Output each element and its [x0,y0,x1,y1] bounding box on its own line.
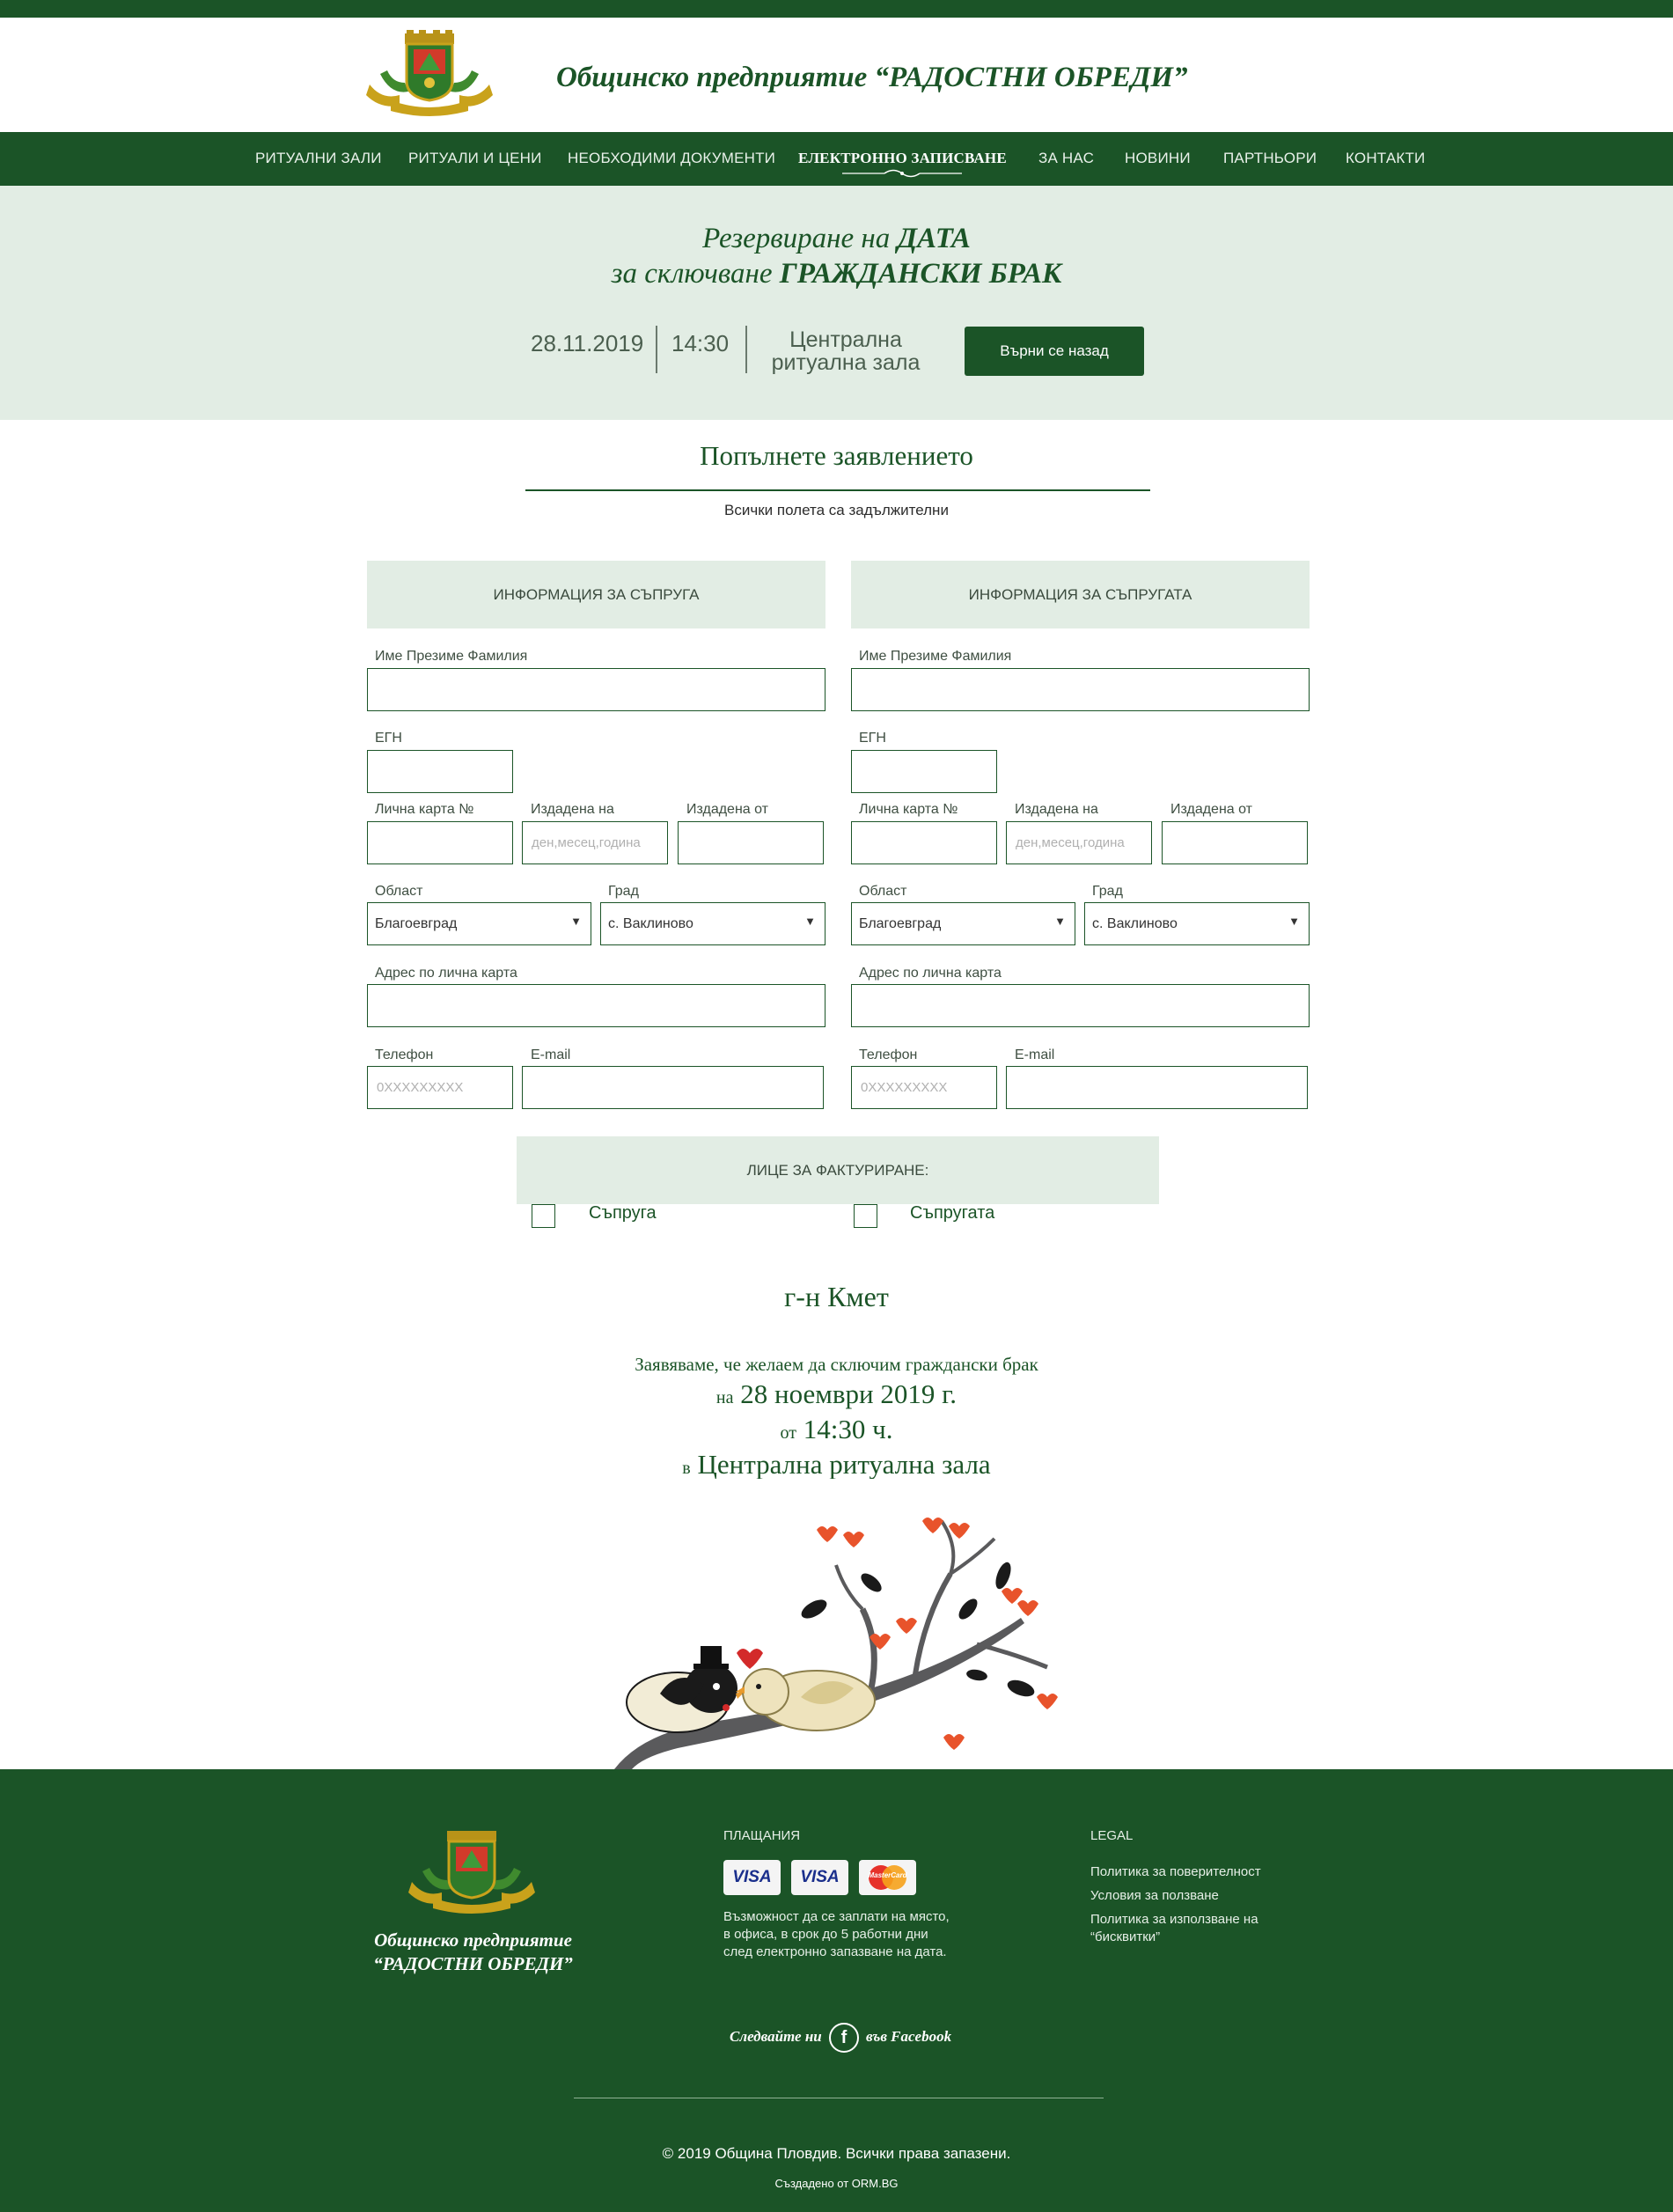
groom-id-input[interactable] [367,821,513,864]
follow-facebook-text[interactable]: във Facebook [866,2028,952,2045]
bride-region-label: Област [859,884,907,899]
bride-address-label: Адрес по лична карта [859,966,1002,981]
groom-email-input[interactable] [522,1066,824,1109]
groom-issued-by-label: Издадена от [686,802,769,817]
groom-section-heading: ИНФОРМАЦИЯ ЗА СЪПРУГА [367,561,825,628]
bride-city-label: Град [1092,884,1123,899]
booking-time: 14:30 [671,330,730,356]
form-title: Попълнете заявлението [700,440,973,471]
bride-email-label: E-mail [1015,1047,1055,1062]
visa-electron-card-icon: VISA [791,1860,848,1895]
divider [656,326,657,373]
groom-region-select[interactable] [367,902,591,945]
declaration-hall: в Централна ритуална зала [682,1449,991,1479]
visa-card-icon: VISA [723,1860,781,1895]
groom-phone-label: Телефон [375,1047,434,1062]
bride-issued-by-input[interactable] [1162,821,1308,864]
bride-address-input[interactable] [851,984,1310,1027]
main-nav [0,132,1673,186]
bride-email-input[interactable] [1006,1066,1308,1109]
booking-summary [0,186,1673,420]
declaration-salutation: г-н Кмет [784,1281,889,1312]
nav-item-contacts[interactable]: КОНТАКТИ [1346,150,1426,166]
groom-city-value: с. Ваклиново [608,916,693,931]
groom-email-label: E-mail [531,1047,571,1062]
declaration-date: на 28 ноември 2019 г. [715,1378,958,1409]
site-title[interactable]: Общинско предприятие “РАДОСТНИ ОБРЕДИ” [556,62,1188,93]
caret-down-icon: ▼ [1288,915,1300,928]
billing-bride-label[interactable]: Съпругата [910,1203,995,1223]
bride-id-label: Лична карта № [859,802,958,817]
divider [525,489,1150,491]
facebook-icon[interactable]: f [829,2023,859,2053]
copyright: © 2019 Община Пловдив. Всички права запазени. [662,2145,1011,2162]
billing-groom-checkbox[interactable] [532,1204,555,1228]
love-birds-illustration [607,1512,1065,1769]
caret-down-icon: ▼ [570,915,582,928]
caret-down-icon: ▼ [1054,915,1066,928]
nav-item-rituals-prices[interactable]: РИТУАЛИ И ЦЕНИ [408,150,542,166]
bride-city-select[interactable] [1084,902,1310,945]
groom-egn-label: ЕГН [375,731,402,746]
bride-city-value: с. Ваклиново [1092,916,1178,931]
groom-issued-on-label: Издадена на [531,802,614,817]
payments-heading: ПЛАЩАНИЯ [723,1828,801,1843]
bride-issued-on-label: Издадена на [1015,802,1098,817]
legal-link-cookies[interactable]: Политика за използване на “бисквитки” [1090,1912,1258,1944]
groom-region-label: Област [375,884,423,899]
mastercard-icon: MasterCard [859,1860,916,1895]
nav-item-news[interactable]: НОВИНИ [1125,150,1191,166]
groom-issued-on-input[interactable] [522,821,668,864]
declaration-statement: Заявяваме, че желаем да сключим граждански брак [635,1354,1038,1375]
active-nav-ornament [840,167,964,180]
billing-bride-checkbox[interactable] [854,1204,877,1228]
bride-name-label: Име Презиме Фамилия [859,649,1012,664]
nav-item-about[interactable]: ЗА НАС [1038,150,1095,166]
nav-item-partners[interactable]: ПАРТНЬОРИ [1223,150,1317,166]
legal-heading: LEGAL [1090,1828,1134,1843]
payments-text: Възможност да се заплати на място, в офиса, в срок до 5 работни дни след електронно запазване на дата. [723,1909,950,1959]
declaration-time: от 14:30 ч. [780,1414,893,1444]
groom-city-label: Град [608,884,639,899]
back-button[interactable]: Върни се назад [965,327,1144,376]
bride-issued-by-label: Издадена от [1170,802,1253,817]
nav-item-ritual-halls[interactable]: РИТУАЛНИ ЗАЛИ [255,150,382,166]
bride-region-select[interactable] [851,902,1075,945]
groom-issued-by-input[interactable] [678,821,824,864]
groom-id-label: Лична карта № [375,802,474,817]
bride-egn-input[interactable] [851,750,997,793]
divider [745,326,747,373]
groom-egn-input[interactable] [367,750,513,793]
groom-name-input[interactable] [367,668,825,711]
hero-heading-line2: за сключване ГРАЖДАНСКИ БРАК [611,258,1062,290]
groom-name-label: Име Презиме Фамилия [375,649,528,664]
billing-heading: ЛИЦЕ ЗА ФАКТУРИРАНЕ: [517,1136,1159,1204]
groom-phone-input[interactable] [367,1066,513,1109]
footer-title: Общинско предприятие “РАДОСТНИ ОБРЕДИ” [373,1929,573,1974]
groom-address-label: Адрес по лична карта [375,966,517,981]
legal-link-privacy[interactable]: Политика за поверителност [1090,1864,1261,1879]
bride-egn-label: ЕГН [859,731,886,746]
booking-hall: Централна ритуална зала [771,327,921,375]
nav-item-online-booking[interactable]: ЕЛЕКТРОННО ЗАПИСВАНЕ [798,150,1007,166]
bride-phone-input[interactable] [851,1066,997,1109]
groom-address-input[interactable] [367,984,825,1027]
bride-region-value: Благоевград [859,916,942,931]
caret-down-icon: ▼ [804,915,816,928]
booking-date: 28.11.2019 [531,330,644,356]
municipality-logo[interactable] [364,30,495,118]
bride-section-heading: ИНФОРМАЦИЯ ЗА СЪПРУГАТА [851,561,1310,628]
bride-phone-label: Телефон [859,1047,918,1062]
groom-region-value: Благоевград [375,916,458,931]
top-accent-bar [0,0,1673,18]
footer-logo[interactable] [407,1827,537,1915]
follow-text: Следвайте ни [730,2028,822,2045]
legal-link-terms[interactable]: Условия за ползване [1090,1888,1219,1903]
nav-item-documents[interactable]: НЕОБХОДИМИ ДОКУМЕНТИ [568,150,776,166]
billing-groom-label[interactable]: Съпруга [589,1203,657,1223]
bride-name-input[interactable] [851,668,1310,711]
bride-issued-on-input[interactable] [1006,821,1152,864]
groom-city-select[interactable] [600,902,825,945]
hero-heading-line1: Резервиране на ДАТА [702,223,971,254]
credit-link[interactable]: Създадено от ORM.BG [774,2177,899,2190]
bride-id-input[interactable] [851,821,997,864]
form-note: Всички полета са задължителни [724,502,949,518]
